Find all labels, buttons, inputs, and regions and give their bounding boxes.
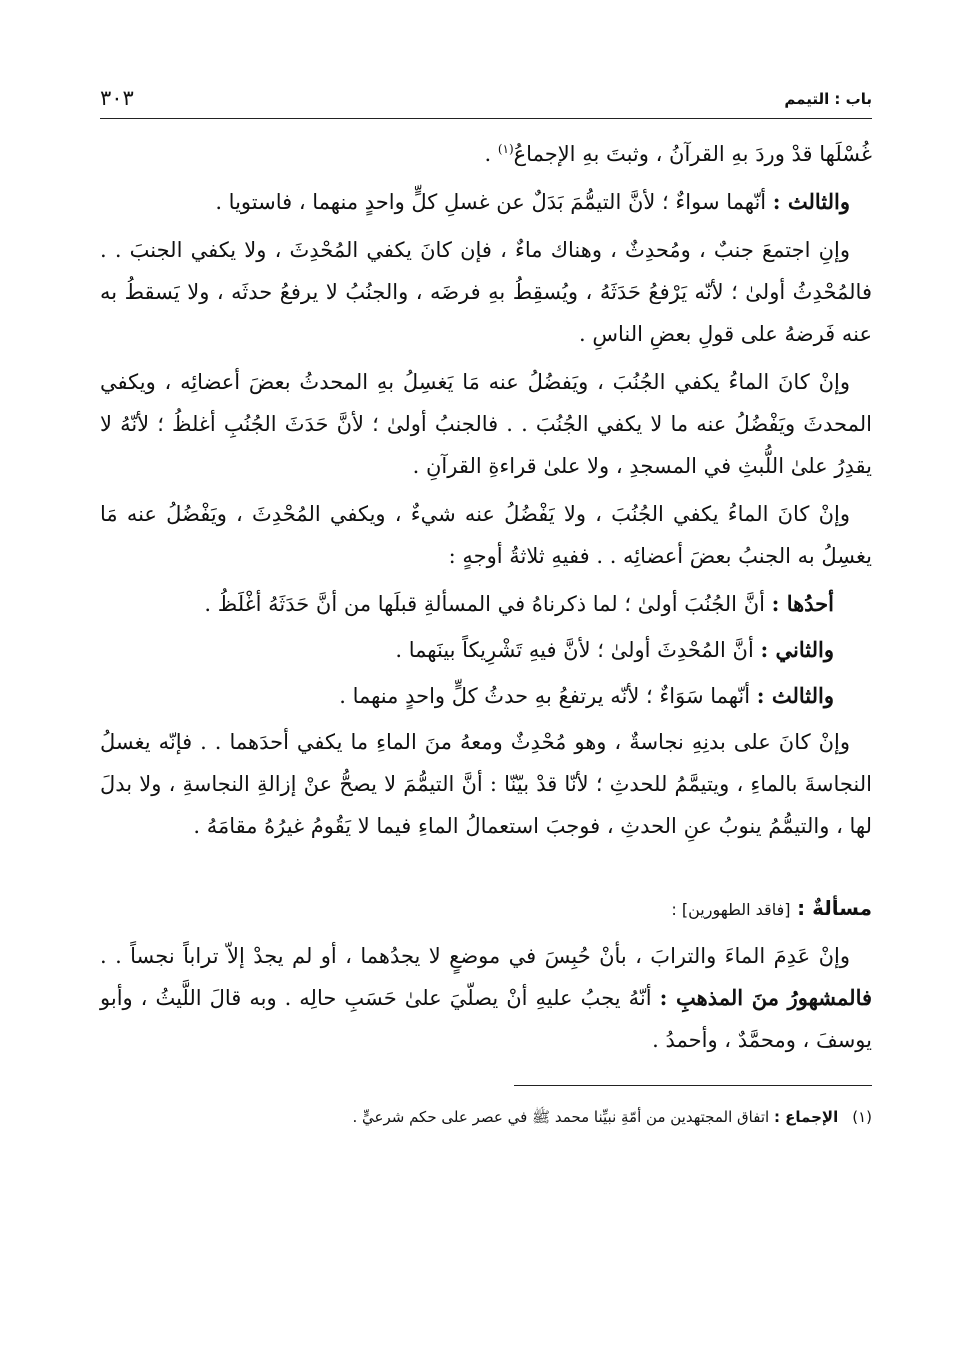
paragraph-impurity: وإنْ كانَ على بدنِهِ نجاسةٌ ، وهو مُحْدِثٌ ومعهُ منَ الماءِ ما يكفي أحدَهما . . فإنّه يغسلُ النجاسةَ بالماءِ ، ويتيمَّمُ للحدثِ ؛ لأنّا قدْ بيّنّا : أنَّ التيمُّمَ لا يصحُّ عنْ إزالةِ النجاسةِ ، ولا بدلَ لها ، والتيمُّمُ ينوبُ عنِ الحدثِ ، فوجبَ استعمالُ الماءِ فيما لا يَقُومُ غيرُهُ مقامَهُ .	[100, 730, 872, 838]
paragraph-text: أنّهُ يجبُ عليهِ أنْ يصلّيَ علىٰ حَسَبِ حالِه . وبه قالَ اللَّيثُ ، وأبو يوسفَ ، ومحمَّدٌ ، وأحمدُ .	[100, 986, 872, 1052]
view-text: أنّهما سَوَاءٌ ؛ لأنّه يرتفعُ بهِ حدثُ كلٍّ واحدٍ منهما .	[339, 684, 757, 708]
section-heading	[100, 887, 872, 931]
footnote-term: الإجماع :	[773, 1108, 839, 1126]
footnote-text: اتفاق المجتهدين من أمّةِ نبيِّنا محمد ﷺ في عصر على حكم شرعيٍّ .	[352, 1108, 774, 1126]
footnote	[100, 1108, 872, 1130]
view-label: والثاني :	[760, 637, 834, 662]
book-page	[100, 80, 872, 1330]
paragraph-text: غُسْلَها قدْ وردَ بهِ القرآنُ ، وثبتَ بهِ الإجماعُ	[513, 142, 872, 166]
opinion-text: أنّهما سواءٌ ؛ لأنَّ التيمُّمَ بَدَلٌ عن غسلِ كلٍّ واحدٍ منهما ، فاستويا .	[215, 190, 773, 214]
madhhab-label: فالمشهورُ منَ المذهبِ :	[659, 985, 873, 1010]
opinion-third	[100, 181, 872, 223]
view-text: أنَّ الجُنُبَ أولىٰ ؛ لما ذكرناهُ في المسألةِ قبلَها من أنَّ حَدَثَهُ أغْلَظُ .	[204, 592, 772, 616]
paragraph-water-suffices-junub: وإنْ كانَ الماءُ يكفي الجُنُبَ ، ويَفضُلُ عنه مَا يَغسِلُ بهِ المحدثُ بعضَ أعضائِه ، ويكفي المحدثَ ويَفْضُلُ عنه ما لا يكفي الجُنُبَ . . فالجنبُ أولىٰ ؛ لأنَّ حَدَثَ الجُنُبِ أغلظُ ؛ لأنّهُ لا يقدِرُ علىٰ اللُّبثِ في المسجدِ ، ولا علىٰ قراءةِ القرآنِ .	[100, 370, 872, 478]
view-label: أحدُها :	[771, 591, 834, 616]
view-text: أنَّ المُحْدِثَ أولىٰ ؛ لأنَّ فيهِ تَشْرِيكاً بينَهما .	[395, 638, 761, 662]
opinion-label: والثالث :	[772, 189, 850, 214]
view-label: والثالث :	[756, 683, 834, 708]
view-third	[100, 675, 872, 717]
paragraph-three-views: وإنْ كانَ الماءُ يكفي الجُنُبَ ، ولا يَفْضُلُ عنه شيءٌ ، ويكفي المُحْدِثَ ، ويَفْضُلُ عنه مَا يغسِلُ به الجنبُ بعضَ أعضائِه . . ففيهِ ثلاثةُ أوجهٍ :	[100, 502, 872, 568]
running-title: باب : التيمم	[784, 90, 872, 108]
page-number: ٣٠٣	[100, 86, 134, 110]
view-first	[100, 583, 872, 625]
paragraph-text: وإنْ عَدِمَ الماءَ والترابَ ، بأنْ حُبِسَ في موضعٍ لا يجدُهما ، أو لم يجدْ إلاّ تراباً نجساً . .	[100, 944, 851, 968]
paragraph-junub-muhdith: وإنِ اجتمعَ جنبٌ ، ومُحدِثٌ ، وهناك ماءٌ ، فإن كانَ يكفي المُحْدِثَ ، ولا يكفي الجنبَ . . فالمُحْدِثُ أولىٰ ؛ لأنّه يَرْفعُ حَدَثَهُ ، ويُسقِطُ بهِ فرضَه ، والجنُبُ لا يرفعُ حدثَه ، ولا يَسقطُ به عنه فَرضهُ على قولِ بعضِ الناسِ .	[100, 238, 872, 346]
footnote-divider	[514, 1085, 872, 1086]
section-subtitle: [فاقد الطهورين] :	[671, 900, 791, 919]
view-second	[100, 629, 872, 671]
footnote-number: (١)	[852, 1108, 872, 1126]
page-header	[100, 80, 872, 119]
paragraph-end: .	[484, 142, 498, 166]
footnote-reference[interactable]: (١)	[497, 142, 514, 156]
section-title: مسألةٌ :	[797, 896, 872, 920]
main-text	[100, 133, 872, 1061]
paragraph-continuation	[100, 133, 872, 175]
paragraph-faqid-tahurayn	[100, 935, 872, 1061]
